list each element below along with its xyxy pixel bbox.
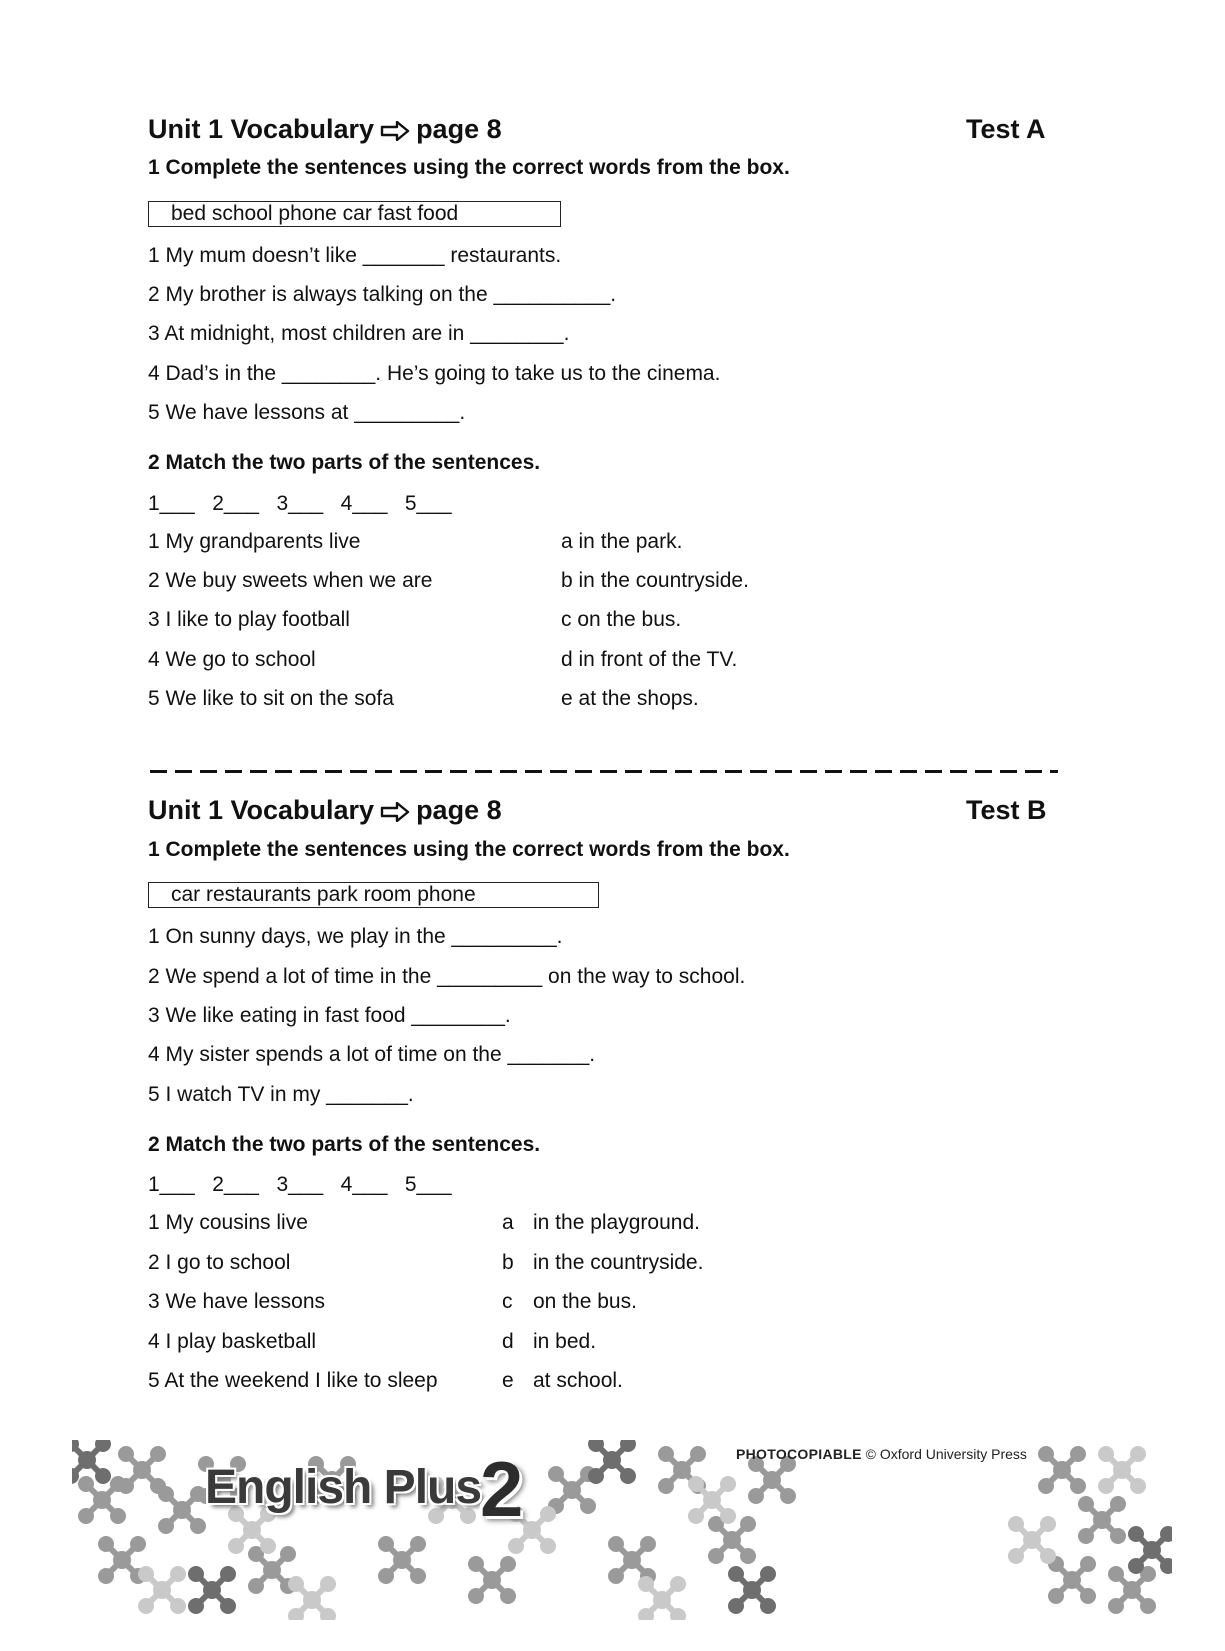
test-b-ex2-heading: 2 Match the two parts of the sentences. [148, 1133, 541, 1156]
test-b-match-right: at school. [533, 1369, 623, 1392]
test-b-match-left: 1 My cousins live [148, 1211, 308, 1234]
right-arrow-icon [380, 802, 410, 822]
test-a-label: Test A [966, 114, 1046, 144]
test-a-title: Unit 1 Vocabulary [148, 114, 375, 144]
test-b-match-letter: b [502, 1251, 514, 1274]
test-a-match-right: e at the shops. [561, 687, 699, 710]
test-a-match-left: 1 My grandparents live [148, 530, 361, 553]
test-b-match-left: 3 We have lessons [148, 1290, 326, 1313]
test-b-match-letter: d [502, 1330, 514, 1353]
test-b-match-left: 2 I go to school [148, 1251, 291, 1274]
test-b-match-left: 4 I play basketball [148, 1330, 317, 1353]
test-b-match-right: on the bus. [533, 1290, 637, 1313]
photocopiable-label: PHOTOCOPIABLE [736, 1446, 862, 1462]
footer-banner [72, 1440, 1172, 1620]
test-b-match-letter: e [502, 1369, 514, 1392]
test-a-title-row [148, 114, 502, 145]
test-a-ex1-heading: 1 Complete the sentences using the correct words from the box. [148, 156, 790, 179]
test-b-match-right: in the countryside. [533, 1251, 704, 1274]
test-b-ex1-item: 5 I watch TV in my _______. [148, 1083, 414, 1106]
test-a-match-right: c on the bus. [561, 608, 682, 631]
test-a-page-ref: page 8 [416, 114, 502, 144]
test-a-answer-slots: 1___ 2___ 3___ 4___ 5___ [148, 492, 452, 515]
test-b-ex1-item: 2 We spend a lot of time in the _________ on the way to school. [148, 965, 746, 988]
test-a-ex1-item: 3 At midnight, most children are in ________. [148, 322, 570, 345]
test-a-ex1-item: 2 My brother is always talking on the __________. [148, 283, 617, 306]
test-a-ex2-heading: 2 Match the two parts of the sentences. [148, 451, 541, 474]
test-b-ex1-item: 4 My sister spends a lot of time on the _______. [148, 1043, 596, 1066]
test-b-ex1-item: 3 We like eating in fast food ________. [148, 1004, 511, 1027]
test-a-match-left: 4 We go to school [148, 648, 316, 671]
test-a-match-right: a in the park. [561, 530, 683, 553]
test-b-match-letter: c [502, 1290, 513, 1313]
right-arrow-icon [380, 121, 410, 141]
test-a-match-left: 3 I like to play football [148, 608, 350, 631]
test-a-ex1-item: 1 My mum doesn’t like _______ restaurants. [148, 244, 562, 267]
test-b-match-right: in bed. [533, 1330, 597, 1353]
test-b-match-right: in the playground. [533, 1211, 700, 1234]
test-a-ex1-item: 5 We have lessons at _________. [148, 401, 466, 424]
test-b-word-box: car restaurants park room phone [148, 882, 599, 908]
test-b-answer-slots: 1___ 2___ 3___ 4___ 5___ [148, 1173, 452, 1196]
brand-logo: English Plus [205, 1461, 482, 1514]
footer-credit [736, 1446, 1027, 1462]
test-a-match-right: d in front of the TV. [561, 648, 738, 671]
test-a-match-left: 5 We like to sit on the sofa [148, 687, 394, 710]
test-b-label: Test B [966, 795, 1047, 825]
test-b-match-letter: a [502, 1211, 514, 1234]
test-a-word-box: bed school phone car fast food [148, 201, 561, 227]
test-b-page-ref: page 8 [416, 795, 502, 825]
test-a-match-left: 2 We buy sweets when we are [148, 569, 433, 592]
test-a-match-right: b in the countryside. [561, 569, 749, 592]
copyright-text: © Oxford University Press [865, 1446, 1027, 1462]
test-b-match-left: 5 At the weekend I like to sleep [148, 1369, 438, 1392]
test-b-title-row [148, 795, 502, 826]
cut-line-divider [150, 770, 1058, 773]
test-b-title: Unit 1 Vocabulary [148, 795, 375, 825]
brand-level: 2 [480, 1445, 524, 1533]
test-b-ex1-item: 1 On sunny days, we play in the _________. [148, 925, 563, 948]
test-b-ex1-heading: 1 Complete the sentences using the correct words from the box. [148, 838, 790, 861]
test-a-ex1-item: 4 Dad’s in the ________. He’s going to take us to the cinema. [148, 362, 721, 385]
